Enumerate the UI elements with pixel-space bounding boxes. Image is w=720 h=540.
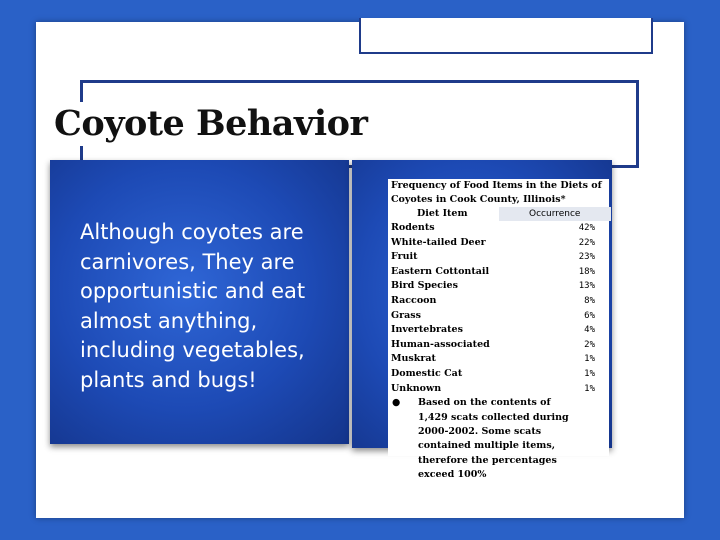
table-row — [388, 309, 609, 324]
body-text: Although coyotes are carnivores, They are opportunistic and eat almost anything, including vegetables, plants and bugs! — [80, 220, 306, 392]
text-panel — [50, 160, 349, 444]
occurrence-value: 1% — [584, 354, 595, 365]
table-row — [388, 338, 609, 353]
diet-item: Muskrat — [391, 353, 436, 365]
bullet-icon: ● — [392, 397, 401, 409]
diet-item: Unknown — [391, 382, 442, 394]
occurrence-value: 4% — [584, 325, 595, 336]
table-row — [388, 265, 609, 280]
occurrence-value: 42% — [578, 223, 595, 233]
occurrence-value: 1% — [584, 368, 595, 379]
diet-item: Human-associated — [391, 338, 490, 350]
diet-item: Bird Species — [391, 280, 458, 292]
table-row — [388, 382, 609, 397]
occurrence-value: 18% — [578, 266, 595, 277]
occurrence-value: 23% — [578, 252, 595, 263]
diet-item: White-tailed Deer — [391, 236, 486, 248]
diet-item: Eastern Cottontail — [391, 265, 490, 277]
occurrence-value: 8% — [584, 295, 595, 306]
table-row — [388, 279, 609, 294]
diet-item: Rodents — [391, 222, 435, 233]
table-row — [388, 250, 609, 265]
table-footnote — [388, 396, 609, 482]
table-row — [388, 323, 609, 338]
diet-item: Domestic Cat — [391, 367, 463, 379]
occurrence-value: 2% — [584, 339, 595, 350]
decorative-tab — [359, 18, 653, 54]
table-body — [388, 221, 609, 396]
diet-item: Grass — [391, 309, 421, 321]
diet-item: Raccoon — [391, 294, 437, 306]
occurrence-value: 13% — [578, 281, 595, 292]
table-row — [388, 294, 609, 309]
diet-item: Fruit — [391, 251, 418, 263]
occurrence-value: 1% — [584, 383, 595, 394]
table-row — [388, 352, 609, 367]
table-row — [388, 236, 609, 251]
table-row — [388, 221, 609, 236]
table-title: Frequency of Food Items in the Diets of Coyotes in Cook County, Illinois* — [391, 180, 602, 205]
slide-title: Coyote Behavior — [52, 102, 373, 146]
header-occurrence: Occurrence — [499, 207, 612, 221]
footnote-text: Based on the contents of 1,429 scats collected during 2000-2002. Some scats contained multiple items, therefore the percentages exceed 100% — [418, 397, 569, 481]
food-frequency-table — [388, 179, 609, 481]
table-row — [388, 367, 609, 382]
table-header — [386, 207, 611, 221]
occurrence-value: 22% — [578, 237, 595, 248]
table-panel — [352, 160, 612, 481]
header-diet-item: Diet Item — [416, 208, 468, 219]
diet-item: Invertebrates — [391, 324, 463, 336]
occurrence-value: 6% — [584, 310, 595, 321]
